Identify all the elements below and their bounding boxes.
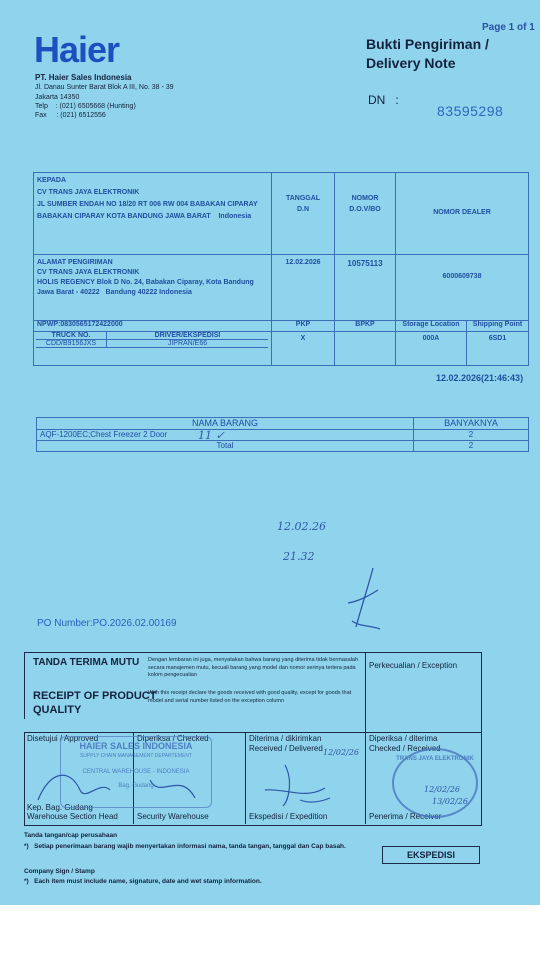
bpkp-value — [335, 332, 396, 366]
dn-number: 83595298 — [437, 103, 504, 119]
handwritten-time: 21.32 — [283, 550, 315, 563]
tanggal-sub: D.N — [296, 206, 310, 213]
kep-bag-label: Kep. Bag. Gudang — [27, 803, 93, 812]
print-timestamp: 12.02.2026(21:46:43) — [436, 373, 524, 383]
sign-stamp-id: Tanda tangan/cap perusahaan — [24, 832, 118, 839]
expedition-signature — [255, 760, 355, 810]
kepada-address-2: BABAKAN CIPARAY KOTA BANDUNG JAWA BARAT Indonesia — [37, 213, 252, 220]
received-delivered-label: Diterima / dikirimkan Received / Delivered — [249, 734, 323, 753]
driver-value: JIPRAN/E66 — [167, 340, 208, 347]
col-nama-barang: NAMA BARANG — [37, 418, 414, 430]
sig-divider-2 — [245, 732, 246, 824]
dealer-label: NOMOR DEALER — [433, 209, 491, 216]
sig-divider-3 — [365, 732, 366, 824]
kepada-name: CV TRANS JAYA ELEKTRONIK — [37, 189, 140, 196]
items-table — [36, 417, 529, 452]
receiver-stamp-text: TRANS JAYA ELEKTRONIK — [396, 756, 474, 762]
truck-driver-cell — [34, 332, 272, 366]
alamat-cell — [34, 255, 272, 321]
expedition-label: Ekspedisi / Expedition — [249, 812, 328, 821]
shipping-label: Shipping Point — [467, 321, 529, 332]
pkp-value: X — [272, 332, 335, 366]
tanggal-value: 12.02.2026 — [272, 255, 335, 321]
haier-logo — [34, 29, 120, 70]
checked-received-label: Diperiksa / diterima Checked / Received — [369, 734, 441, 753]
alamat-label: ALAMAT PENGIRIMAN — [37, 259, 113, 266]
dealer-value: 6000609738 — [396, 255, 529, 321]
logo-text: Haier — [34, 29, 120, 70]
kepada-label: KEPADA — [37, 177, 67, 184]
handwritten-date-receiver-2: 13/02/26 — [432, 797, 468, 806]
company-name: PT. Haier Sales Indonesia — [35, 73, 132, 82]
handwritten-date-receiver-1: 12/02/26 — [424, 785, 460, 794]
handwritten-date-mid: 12/02/26 — [323, 748, 359, 757]
handwritten-check-mark: 11 ✓ — [198, 429, 225, 442]
storage-label: Storage Location — [396, 321, 467, 332]
doc-title-line1: Bukti Pengiriman / — [366, 36, 489, 52]
stamp-text-2: SUPPLY CHAIN MANAGEMENT DEPARTEMENT — [79, 753, 193, 759]
exception-label: Perkecualian / Exception — [369, 661, 458, 670]
nomor-label: NOMOR — [351, 195, 379, 202]
alamat-line-1: HOLIS REGENCY Blok D No. 24, Babakan Ciparay, Kota Bandung — [37, 279, 254, 286]
npwp: NPWP:0830565172422000 — [34, 321, 272, 332]
approved-label: Disetujui / Approved — [27, 734, 99, 743]
item-name: AQF-1200EC;Chest Freezer 2 Door — [37, 430, 414, 441]
receipt-text-en: With this receipt declare the goods received with good quality, except for goods that model and serial number listed on the exception column — [148, 690, 352, 704]
receipt-title-en-2: QUALITY — [33, 704, 82, 716]
ekspedisi-box: EKSPEDISI — [382, 846, 480, 864]
storage-value: 000A — [396, 332, 467, 366]
alamat-line-2: Jawa Barat - 40222 Bandung 40222 Indonesia — [37, 289, 192, 296]
alamat-name: CV TRANS JAYA ELEKTRONIK — [37, 269, 140, 276]
receiver-label: Penerima / Receiver — [369, 812, 442, 821]
nomor-header — [335, 173, 396, 255]
doc-title-line2: Delivery Note — [366, 55, 456, 71]
dn-label: DN : — [368, 93, 399, 107]
tanggal-label: TANGGAL — [285, 195, 321, 202]
bpkp-label: BPKP — [335, 321, 396, 332]
signature-scribble — [340, 565, 390, 635]
security-label: Security Warehouse — [137, 812, 209, 821]
stamp-text-1: HAIER SALES INDONESIA — [79, 741, 193, 751]
note-en: *) Each item must include name, signature, date and wet stamp information. — [24, 878, 262, 885]
receipt-text-id: Dengan lembaran ini juga, menyatakan bahwa barang yang diterima tidak bermasalah secara manajemen mutu, kecuali barang yang model dan nomor serinya tertera pada kolom pengecualian — [148, 657, 359, 678]
nomor-sub: D.O.V/BO — [349, 206, 381, 213]
warehouse-head-label: Warehouse Section Head — [27, 812, 118, 821]
item-qty: 2 — [414, 430, 529, 441]
total-value: 2 — [414, 441, 529, 452]
pkp-label: PKP — [272, 321, 335, 332]
receipt-title-id: TANDA TERIMA MUTU — [33, 657, 140, 668]
kepada-cell — [34, 173, 272, 255]
truck-label: TRUCK NO. — [36, 332, 107, 339]
total-label: Total — [37, 441, 414, 452]
col-banyaknya: BANYAKNYA — [414, 418, 529, 430]
company-telp: Telp : (021) 6505668 (Hunting) — [35, 103, 136, 110]
handwritten-date: 12.02.26 — [277, 520, 326, 533]
company-fax: Fax : (021) 6512556 — [35, 112, 106, 119]
stamp-text-3: CENTRAL WAREHOUSE - INDONESIA — [82, 769, 190, 775]
info-table — [33, 172, 529, 366]
company-address: Jl. Danau Sunter Barat Blok A III, No. 38 - 39 — [35, 84, 174, 91]
dealer-header — [396, 173, 529, 255]
kepada-address-1: JL SUMBER ENDAH NO 18/20 RT 006 RW 004 BABAKAN CIPARAY — [37, 201, 258, 208]
page-indicator: Page 1 of 1 — [482, 22, 535, 33]
receipt-title-en-1: RECEIPT OF PRODUCT — [33, 690, 157, 702]
receiver-stamp — [392, 748, 478, 818]
sign-stamp-en: Company Sign / Stamp — [24, 868, 95, 875]
driver-label: DRIVER/EKSPEDISI — [154, 332, 221, 339]
company-city: Jakarta 14350 — [35, 94, 80, 101]
tanggal-header — [272, 173, 335, 255]
stamp-text-4: Bag. Gudang — [118, 783, 154, 789]
shipping-value: 6SD1 — [467, 332, 529, 366]
nomor-value: 10575113 — [335, 255, 396, 321]
warehouse-signature — [30, 760, 210, 810]
truck-value: CDD/B9156JXS — [36, 340, 107, 347]
note-id: *) Setiap penerimaan barang wajib menyertakan informasi nama, tanda tangan, tanggal dan Cap basah. — [24, 843, 346, 850]
po-number: PO Number:PO.2026.02.00169 — [37, 618, 177, 629]
checked-label: Diperiksa / Checked — [137, 734, 209, 743]
